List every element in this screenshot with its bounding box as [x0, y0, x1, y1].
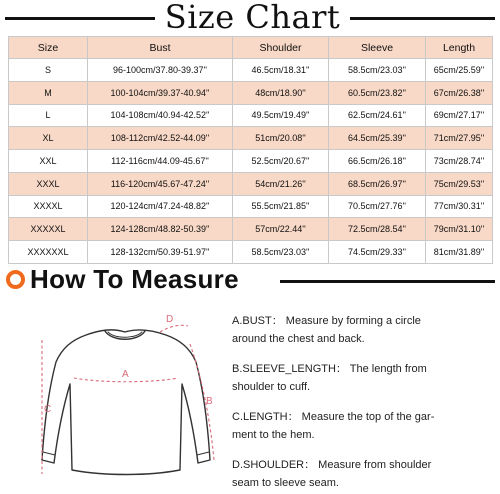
table-row [9, 218, 493, 241]
table-row [9, 195, 493, 218]
cell-shoulder: 54cm/21.26'' [233, 172, 329, 195]
instruction-length [232, 408, 494, 444]
cell-bust: 120-124cm/47.24-48.82'' [88, 195, 233, 218]
header-size: Size [9, 37, 88, 59]
table-row [9, 172, 493, 195]
instruction-text: shoulder to cuff. [232, 381, 311, 393]
cell-sleeve: 60.5cm/23.82'' [329, 81, 426, 104]
cell-bust: 112-116cm/44.09-45.67'' [88, 150, 233, 173]
table-row [9, 59, 493, 82]
cell-size: M [9, 81, 88, 104]
cell-length: 77cm/30.31'' [426, 195, 493, 218]
title-rule-right [350, 17, 495, 20]
cell-bust: 124-128cm/48.82-50.39'' [88, 218, 233, 241]
cell-length: 67cm/26.38'' [426, 81, 493, 104]
how-to-measure-header [0, 264, 500, 294]
cell-sleeve: 70.5cm/27.76'' [329, 195, 426, 218]
size-table [8, 36, 493, 264]
instruction-text: around the chest and back. [232, 333, 365, 345]
cell-size: XXXXL [9, 195, 88, 218]
cell-sleeve: 64.5cm/25.39'' [329, 127, 426, 150]
bullet-circle-icon [6, 270, 25, 289]
cell-sleeve: 66.5cm/26.18'' [329, 150, 426, 173]
cell-size: XXXXXL [9, 218, 88, 241]
heading-rule [280, 280, 495, 283]
table-row [9, 104, 493, 127]
instruction-text: A.BUST： Measure by forming a circle [232, 315, 421, 327]
instruction-text: C.LENGTH： Measure the top of the gar- [232, 411, 435, 423]
cell-length: 79cm/31.10'' [426, 218, 493, 241]
cell-size: XXL [9, 150, 88, 173]
cell-shoulder: 51cm/20.08'' [233, 127, 329, 150]
cell-length: 73cm/28.74'' [426, 150, 493, 173]
cell-length: 71cm/27.95'' [426, 127, 493, 150]
instruction-shoulder [232, 456, 494, 492]
cell-sleeve: 58.5cm/23.03'' [329, 59, 426, 82]
cell-shoulder: 52.5cm/20.67'' [233, 150, 329, 173]
instruction-text: D.SHOULDER： Measure from shoulder [232, 459, 432, 471]
cell-bust: 108-112cm/42.52-44.09'' [88, 127, 233, 150]
table-row [9, 127, 493, 150]
cell-shoulder: 49.5cm/19.49'' [233, 104, 329, 127]
cell-length: 69cm/27.17'' [426, 104, 493, 127]
cell-shoulder: 55.5cm/21.85'' [233, 195, 329, 218]
cell-shoulder: 57cm/22.44'' [233, 218, 329, 241]
measure-instructions [232, 312, 494, 494]
cell-length: 75cm/29.53'' [426, 172, 493, 195]
instruction-text: seam to sleeve seam. [232, 477, 339, 489]
cell-sleeve: 72.5cm/28.54'' [329, 218, 426, 241]
shirt-outline [42, 330, 210, 475]
instruction-text: ment to the hem. [232, 429, 315, 441]
header-shoulder: Shoulder [233, 37, 329, 59]
table-row [9, 241, 493, 264]
cell-sleeve: 74.5cm/29.33'' [329, 241, 426, 264]
page-title: Size Chart [164, 0, 341, 36]
cell-size: L [9, 104, 88, 127]
section-heading: How To Measure [30, 264, 239, 294]
neckline-inner [108, 332, 142, 337]
label-b: B [206, 396, 213, 407]
label-d: D [166, 314, 174, 325]
left-cuff [43, 452, 55, 455]
cell-sleeve: 62.5cm/24.61'' [329, 104, 426, 127]
cell-sleeve: 68.5cm/26.97'' [329, 172, 426, 195]
header-length: Length [426, 37, 493, 59]
label-a: A [122, 369, 129, 380]
cell-bust: 116-120cm/45.67-47.24'' [88, 172, 233, 195]
table-row [9, 81, 493, 104]
cell-length: 65cm/25.59'' [426, 59, 493, 82]
cell-shoulder: 46.5cm/18.31'' [233, 59, 329, 82]
size-chart-header [0, 0, 500, 36]
instruction-bust [232, 312, 494, 348]
header-sleeve: Sleeve [329, 37, 426, 59]
cell-bust: 104-108cm/40.94-42.52'' [88, 104, 233, 127]
label-c: C [44, 404, 52, 415]
right-cuff [197, 452, 209, 455]
table-header-row [9, 37, 493, 59]
cell-shoulder: 48cm/18.90'' [233, 81, 329, 104]
cell-size: XXXXXXL [9, 241, 88, 264]
cell-bust: 100-104cm/39.37-40.94'' [88, 81, 233, 104]
title-rule-left [5, 17, 155, 20]
shoulder-line [160, 325, 188, 332]
cell-size: XXXL [9, 172, 88, 195]
instruction-sleeve [232, 360, 494, 396]
cell-size: XL [9, 127, 88, 150]
cell-bust: 96-100cm/37.80-39.37'' [88, 59, 233, 82]
table-row [9, 150, 493, 173]
instruction-text: B.SLEEVE_LENGTH： The length from [232, 363, 427, 375]
shirt-measurement-diagram [20, 300, 230, 490]
cell-size: S [9, 59, 88, 82]
cell-length: 81cm/31.89'' [426, 241, 493, 264]
cell-bust: 128-132cm/50.39-51.97'' [88, 241, 233, 264]
header-bust: Bust [88, 37, 233, 59]
cell-shoulder: 58.5cm/23.03'' [233, 241, 329, 264]
